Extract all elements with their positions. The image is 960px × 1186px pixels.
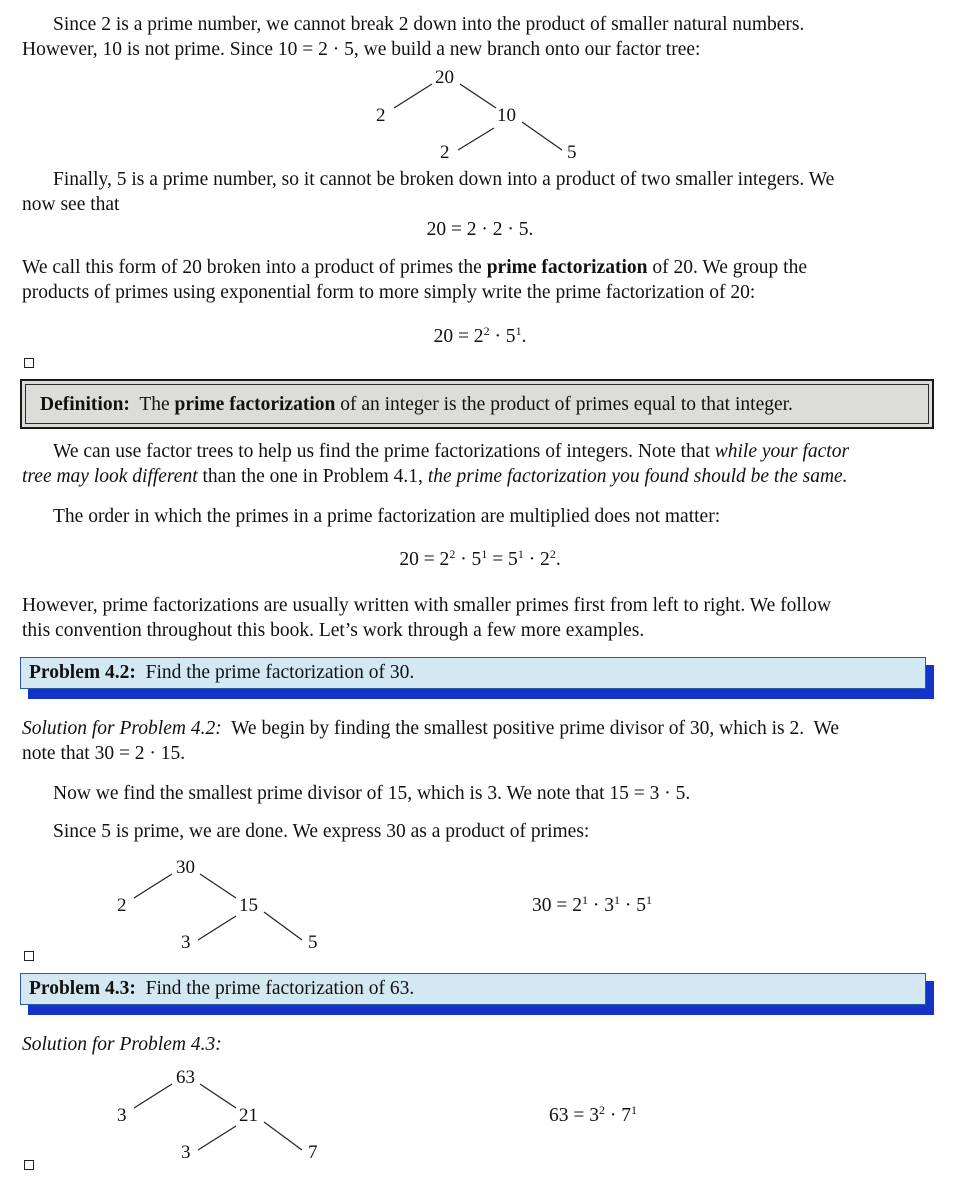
tree-node-root: 20 — [435, 67, 454, 88]
tree-node: 7 — [308, 1142, 318, 1163]
tree-node-root: 63 — [176, 1067, 195, 1088]
equation — [0, 325, 960, 349]
eq-part: 20 = 2 — [433, 326, 484, 347]
solution-line — [22, 717, 942, 741]
eq-part: · 3 — [588, 895, 614, 916]
exponent: 1 — [582, 893, 588, 907]
tree-node: 21 — [239, 1105, 258, 1126]
paragraph-line — [53, 440, 942, 464]
equation-30 — [532, 894, 652, 918]
paragraph-line: products of primes using exponential form to more simply write the prime factorization of 20: — [22, 282, 756, 303]
exponent: 2 — [449, 547, 456, 561]
tree-node: 2 — [440, 142, 450, 163]
exponent: 2 — [599, 1103, 605, 1117]
eq-part: · 5 — [455, 549, 482, 570]
tree-branches — [112, 1066, 332, 1166]
tree-branches — [112, 856, 332, 956]
problem-text: Find the prime factorization of 30. — [135, 662, 415, 683]
definition-content — [25, 384, 929, 424]
text: We can use factor trees to help us find the prime factorizations of integers. Note that — [53, 441, 715, 462]
equation — [0, 548, 960, 572]
problem-4-3-box — [20, 973, 934, 1015]
tree-node-root: 30 — [176, 857, 195, 878]
exponent: 1 — [481, 547, 488, 561]
exponent: 1 — [614, 893, 620, 907]
text: We call this form of 20 broken into a product of primes the — [22, 257, 487, 278]
term-prime-factorization: prime factorization — [174, 394, 336, 415]
paragraph-line: this convention throughout this book. Let’s work through a few more examples. — [22, 620, 645, 641]
eq-part: · 5 — [620, 895, 646, 916]
paragraph-line — [22, 465, 942, 489]
eq-part: . — [555, 549, 561, 570]
paragraph-line: Since 5 is prime, we are done. We express 30 as a product of primes: — [53, 821, 590, 842]
problem-4-2-box — [20, 657, 934, 699]
exponent: 1 — [515, 324, 522, 338]
exponent: 1 — [517, 547, 524, 561]
paragraph-line: The order in which the primes in a prime factorization are multiplied does not matter: — [53, 506, 721, 527]
factor-tree-20 — [370, 66, 590, 166]
exponent: 1 — [646, 893, 652, 907]
qed-square-icon — [24, 358, 34, 368]
tree-node: 3 — [181, 1142, 191, 1163]
text: We begin by finding the smallest positive prime divisor of 30, which is 2. We — [221, 718, 840, 739]
eq-part: 20 = 2 — [399, 549, 450, 570]
tree-node: 10 — [497, 105, 516, 126]
problem-content — [20, 657, 926, 689]
paragraph-line: However, prime factorizations are usually written with smaller primes first from left to right. We follow — [22, 595, 832, 616]
definition-box — [20, 379, 934, 429]
tree-node: 5 — [308, 932, 318, 953]
tree-branches — [370, 66, 590, 166]
exponent: 2 — [549, 547, 556, 561]
text: than the one in Problem 4.1, — [197, 466, 428, 487]
exponent: 1 — [631, 1103, 637, 1117]
emphasis: while your factor — [714, 441, 850, 462]
tree-node: 3 — [117, 1105, 127, 1126]
eq-part: . — [521, 326, 527, 347]
eq-part: · 7 — [605, 1105, 631, 1126]
paragraph-line: However, 10 is not prime. Since 10 = 2 · 5, we build a new branch onto our factor tree: — [22, 39, 701, 60]
tree-node: 5 — [567, 142, 577, 163]
solution-label: Solution for Problem 4.3: — [22, 1034, 222, 1055]
solution-line — [22, 1033, 942, 1057]
equation: 20 = 2 · 2 · 5. — [426, 219, 534, 240]
text: The — [129, 394, 175, 415]
text: of 20. We group the — [647, 257, 807, 278]
eq-part: 63 = 3 — [549, 1105, 599, 1126]
emphasis: tree may look different — [22, 466, 198, 487]
solution-label: Solution for Problem 4.2: — [22, 718, 222, 739]
paragraph-line: now see that — [22, 194, 120, 215]
problem-content — [20, 973, 926, 1005]
problem-text: Find the prime factorization of 63. — [135, 978, 415, 999]
factor-tree-63 — [112, 1066, 332, 1166]
qed-square-icon — [24, 1160, 34, 1170]
eq-part: · 5 — [489, 326, 516, 347]
tree-node: 3 — [181, 932, 191, 953]
paragraph-line: Now we find the smallest prime divisor of 15, which is 3. We note that 15 = 3 · 5. — [53, 783, 691, 804]
problem-label: Problem 4.2: — [29, 662, 136, 683]
qed-square-icon — [24, 951, 34, 961]
emphasis: the prime factorization you found should be the same. — [427, 466, 848, 487]
paragraph-line: Finally, 5 is a prime number, so it cannot be broken down into a product of two smaller integers. We — [53, 169, 835, 190]
eq-part: 30 = 2 — [532, 895, 582, 916]
paragraph-line — [22, 256, 942, 280]
tree-node: 2 — [117, 895, 127, 916]
definition-label: Definition: — [40, 394, 130, 415]
eq-part: = 5 — [487, 549, 518, 570]
term-prime-factorization: prime factorization — [486, 257, 648, 278]
tree-node: 15 — [239, 895, 258, 916]
tree-node: 2 — [376, 105, 386, 126]
factor-tree-30 — [112, 856, 332, 956]
text: of an integer is the product of primes equal to that integer. — [335, 394, 793, 415]
equation-63 — [549, 1104, 637, 1128]
paragraph-line: Since 2 is a prime number, we cannot break 2 down into the product of smaller natural numbers. — [53, 14, 805, 35]
exponent: 2 — [483, 324, 490, 338]
problem-label: Problem 4.3: — [29, 978, 136, 999]
solution-line: note that 30 = 2 · 15. — [22, 743, 186, 764]
eq-part: · 2 — [523, 549, 550, 570]
